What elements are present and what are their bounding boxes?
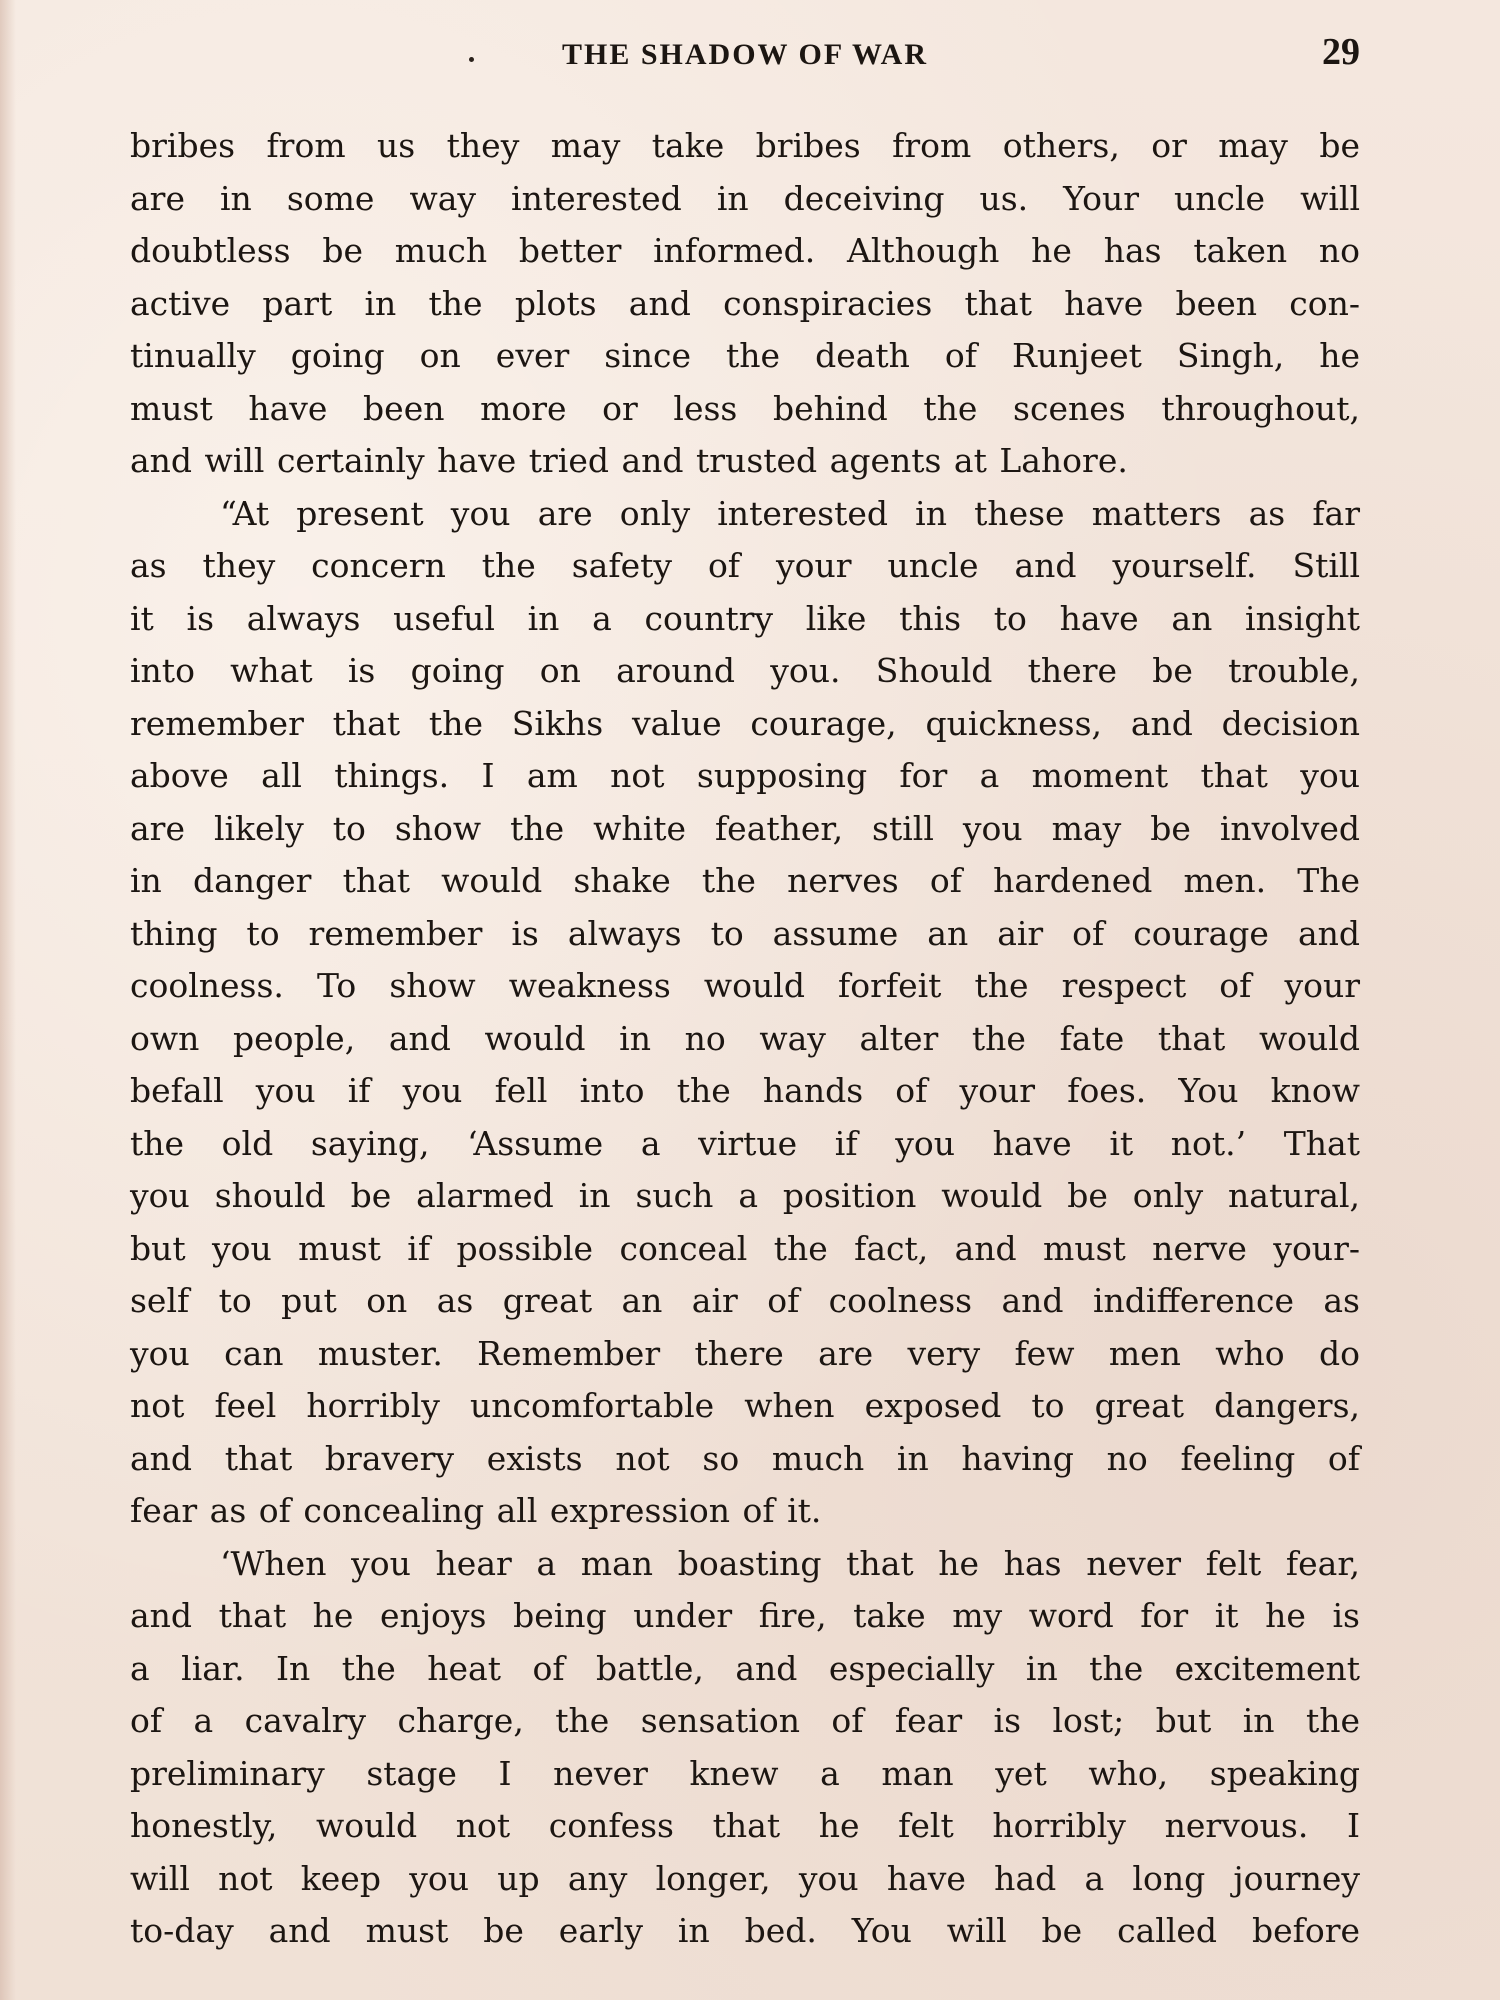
running-title: THE SHADOW OF WAR	[561, 38, 928, 71]
text-line: are in some way interested in deceiving us. Your uncle will	[130, 178, 1360, 218]
text-line: and will certainly have tried and trusted agents at Lahore.	[130, 441, 1128, 480]
text-line: must have been more or less behind the scenes throughout,	[130, 388, 1360, 428]
text-line: it is always useful in a country like this to have an insight	[130, 598, 1360, 638]
text-line: “At present you are only interested in these matters as far	[220, 493, 1360, 533]
text-line: bribes from us they may take bribes from others, or may be	[130, 126, 1360, 165]
text-line: ‘When you hear a man boasting that he has never felt fear,	[220, 1543, 1360, 1583]
text-line: self to put on as great an air of coolness and indifference as	[130, 1281, 1360, 1320]
text-line: of a cavalry charge, the sensation of fear is lost; but in the	[130, 1701, 1360, 1740]
text-line: doubtless be much better informed. Although he has taken no	[130, 231, 1360, 270]
page-header	[130, 30, 1360, 80]
text-line: preliminary stage I never knew a man yet who, speaking	[130, 1753, 1360, 1793]
text-line: active part in the plots and conspiracies that have been con-	[130, 283, 1360, 323]
text-line: but you must if possible conceal the fact, and must nerve your-	[130, 1228, 1360, 1268]
text-line: in danger that would shake the nerves of hardened men. The	[130, 861, 1360, 900]
text-line: to-day and must be early in bed. You will be called before	[130, 1911, 1360, 1950]
text-line: you should be alarmed in such a position would be only natural,	[130, 1176, 1360, 1215]
page-edge-shadow	[0, 0, 16, 2000]
text-line: fear as of concealing all expression of it.	[130, 1491, 822, 1530]
text-line: a liar. In the heat of battle, and especially in the excitement	[130, 1648, 1360, 1688]
body-text	[130, 120, 1360, 1958]
text-line: above all things. I am not supposing for a moment that you	[130, 756, 1360, 795]
text-line: will not keep you up any longer, you have had a long journey	[130, 1858, 1360, 1898]
text-line: and that bravery exists not so much in having no feeling of	[130, 1438, 1360, 1478]
text-line: as they concern the safety of your uncle and yourself. Still	[130, 546, 1360, 585]
text-line: honestly, would not confess that he felt horribly nervous. I	[130, 1806, 1360, 1845]
text-line: the old saying, ‘Assume a virtue if you have it not.’ That	[130, 1123, 1360, 1163]
text-line: and that he enjoys being under fire, take my word for it he is	[130, 1596, 1360, 1635]
text-line: into what is going on around you. Should there be trouble,	[130, 651, 1360, 690]
page-number: 29	[1322, 31, 1360, 73]
text-line: coolness. To show weakness would forfeit the respect of your	[130, 966, 1360, 1005]
text-line: remember that the Sikhs value courage, quickness, and decision	[130, 703, 1360, 743]
text-line: thing to remember is always to assume an air of courage and	[130, 913, 1360, 953]
text-line: you can muster. Remember there are very few men who do	[130, 1333, 1360, 1373]
text-line: own people, and would in no way alter the fate that would	[130, 1018, 1360, 1058]
text-line: tinually going on ever since the death of Runjeet Singh, he	[130, 336, 1360, 375]
text-line: not feel horribly uncomfortable when exposed to great dangers,	[130, 1386, 1360, 1425]
text-line: befall you if you fell into the hands of your foes. You know	[130, 1071, 1360, 1110]
text-line: are likely to show the white feather, still you may be involved	[130, 808, 1360, 848]
